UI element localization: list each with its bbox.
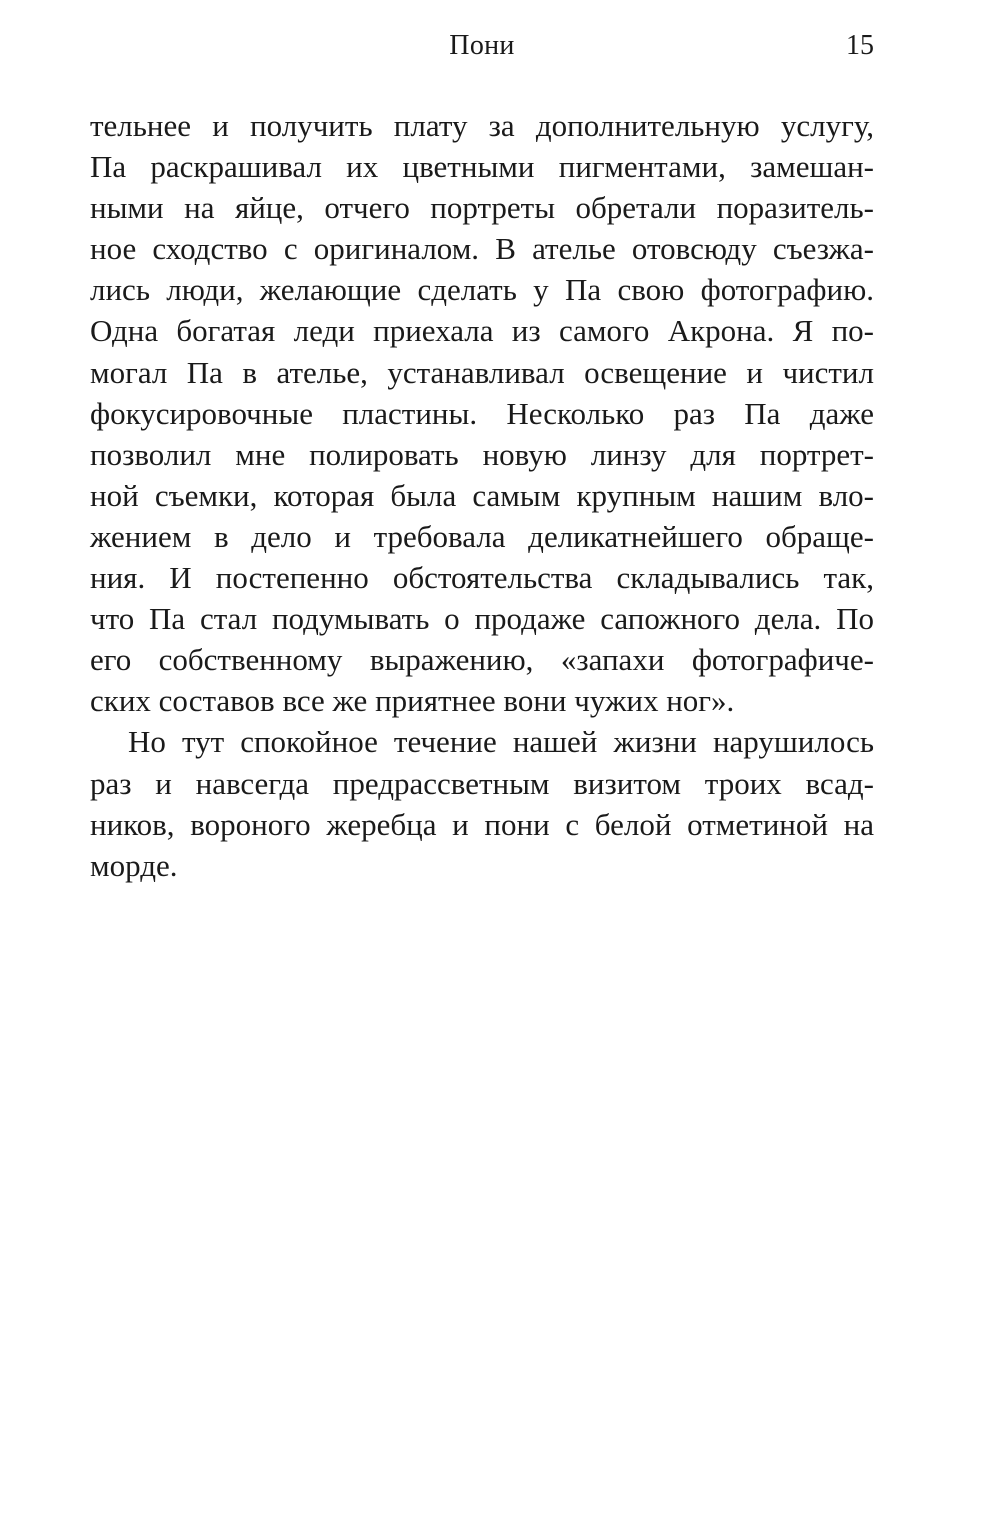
text-line: лись люди, желающие сделать у Па свою фотографию. xyxy=(90,272,874,308)
text-line: ное сходство с оригиналом. В ателье отовсюду съезжа- xyxy=(90,231,874,267)
text-line: раз и навсегда предрассветным визитом троих всад- xyxy=(90,765,874,801)
text-line: ными на яйце, отчего портреты обретали поразитель- xyxy=(90,190,874,226)
running-head xyxy=(90,26,874,66)
text-line: фокусировочные пластины. Несколько раз Па даже xyxy=(90,395,874,431)
text-line: ников, вороного жеребца и пони с белой отметиной на xyxy=(90,806,874,842)
text-line: Па раскрашивал их цветными пигментами, замешан- xyxy=(90,149,874,185)
text-line: позволил мне полировать новую линзу для портрет- xyxy=(90,436,874,472)
text-line: могал Па в ателье, устанавливал освещение и чистил xyxy=(90,354,874,390)
text-line: что Па стал подумывать о продаже сапожного дела. По xyxy=(90,601,874,637)
text-line: ских составов все же приятнее вони чужих ног». xyxy=(90,683,735,719)
text-line: Но тут спокойное течение нашей жизни нарушилось xyxy=(128,724,874,760)
running-title: Пони xyxy=(449,30,515,61)
body-text xyxy=(90,105,874,886)
text-line: жением в дело и требовала деликатнейшего обраще- xyxy=(90,518,874,554)
text-line: морде. xyxy=(90,847,178,883)
text-line: ния. И постепенно обстоятельства складывались так, xyxy=(90,560,874,596)
paragraph-1 xyxy=(90,105,874,721)
page-number: 15 xyxy=(846,30,874,61)
text-line: тельнее и получить плату за дополнительную услугу, xyxy=(90,108,874,143)
paragraph-2 xyxy=(90,721,874,885)
text-line: Одна богатая леди приехала из самого Акрона. Я по- xyxy=(90,313,874,349)
text-line: ной съемки, которая была самым крупным нашим вло- xyxy=(90,477,874,513)
text-line: его собственному выражению, «запахи фотографиче- xyxy=(90,642,874,678)
